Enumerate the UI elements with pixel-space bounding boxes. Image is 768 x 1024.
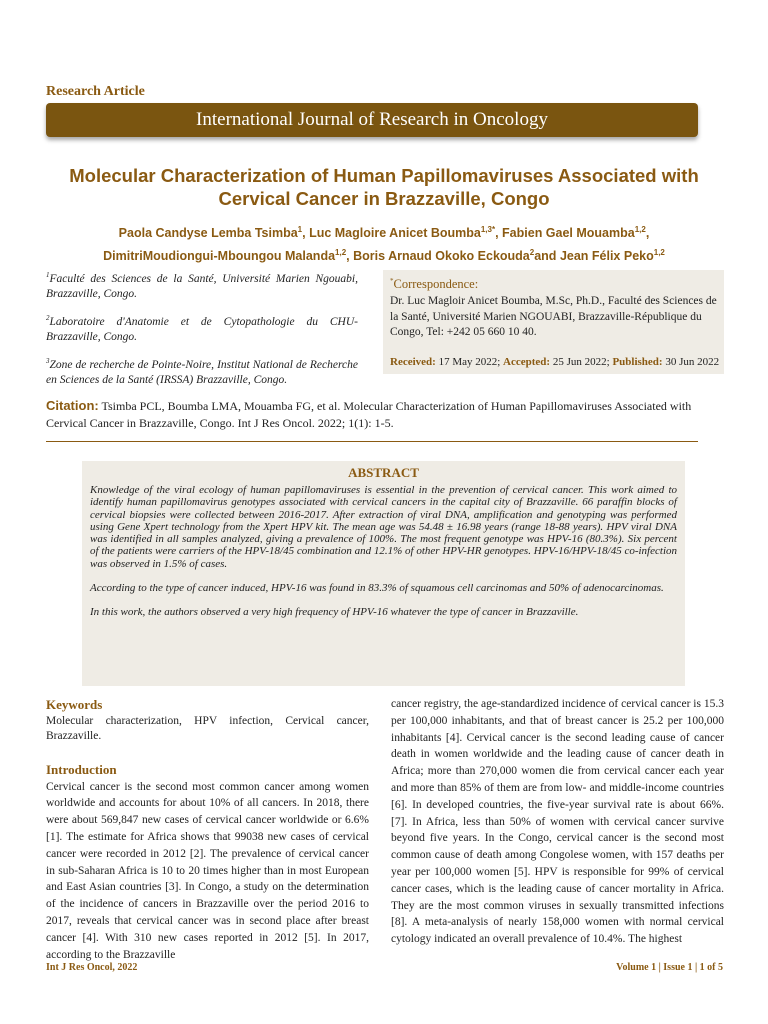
citation-label: Citation: <box>46 398 99 413</box>
author-affil-sup: 1 <box>297 225 303 234</box>
received-date: 17 May 2022; <box>438 356 501 368</box>
author-name: Boris Arnaud Okoko Eckouda <box>353 249 530 264</box>
left-column <box>46 697 369 963</box>
footer-journal-year: Int J Res Oncol, 2022 <box>46 962 138 973</box>
author-list: Paola Candyse Lemba Tsimba$^1$, Luc Magloire Anicet Boumba$^{1,3*}$, Fabien Gael Mouamba$^{1,2}$, DimitriMoudiongui-Mboungou Malanda$^{1,2}$, Boris Arnaud Okoko Eckouda$^2$and Jean Félix Peko$^{1,2}$ <box>103 225 665 264</box>
author-affil-sup: 2 <box>529 248 535 258</box>
published-date: 30 Jun 2022 <box>665 356 720 368</box>
paper-title <box>40 164 728 210</box>
correspondence-heading: *Correspondence: <box>390 277 479 292</box>
affiliation-1: $^1$Faculté des Sciences de la Santé, Université Marien Ngouabi, Brazzaville, Congo. <box>46 271 358 300</box>
introduction-right-text: cancer registry, the age-standardized incidence of cervical cancer is 15.3 per 100,000 inhabitants, and that of breast cancer is 25.2 per 100,000 inhabitants [4]. Cervical cancer is the second leading cause of cancer death in women worldwide and the leading cause of cancer death in Africa; more than 270,000 women die from cervical cancer each year and more than 85% of them are from low- and middle-income countries [6]. In developed countries, the five-year survival rate is about 66%. [7]. In Africa, less than 50% of women with cervical cancer survive beyond five years. In the Congo, cervical cancer is the second most common cause of death among Congolese women, with 157 deaths per year per 100,000 women [5]. HPV is responsible for 99% of cervical cancer cases, which is the leading cause of cancer mortality in Africa. They are the most common viruses in sexually transmitted infections [8]. A meta-analysis of nearly 158,000 women with normal cervical cytology indicated an overall prevalence of 10.4%. The highest <box>391 698 724 946</box>
published-label: Published: <box>612 356 663 368</box>
abstract-paragraph-1: Knowledge of the viral ecology of human papillomaviruses is essential in the prevention of cervical cancer. This work aimed to identify human papillomavirus genotypes associated with cervical cancers in the capital city of Brazzaville. 66 paraffin blocks of cervical biopsies were collected between 2016-2017. After extraction of viral DNA, amplification and genotyping was performed using Gene Xpert technology from the Xpert HPV kit. The mean age was 54.48 ± 16.98 years (range 18-88 years). HPV viral DNA was identified in all samples analyzed, giving a prevalence of 100%. The most frequent genotype was HPV-16 (80.3%). Six percent of the patients were carriers of the HPV-18/45 combination and 12.1% of other HPV-HR genotypes. HPV-16/HPV-18/45 co-infection was observed in 1.5% of cases. <box>90 484 677 570</box>
accepted-label: Accepted: <box>503 356 551 368</box>
footer-volume-page: Volume 1 | Issue 1 | 1 of 5 <box>616 962 723 973</box>
author-affil-sup: 1,2 <box>634 225 646 234</box>
right-column <box>391 696 724 948</box>
article-dates <box>390 356 719 368</box>
affiliation-3: $^3$Zone de recherche de Pointe-Noire, Institut National de Recherche en Sciences de la Santé (IRSSA) Brazzaville, Congo. <box>46 357 358 386</box>
correspondence-text: Dr. Luc Magloir Anicet Boumba, M.Sc, Ph.D., Faculté des Sciences de la Santé, Université Marien NGOUABI, Brazzaville-République du Congo, Tel: +242 05 660 10 40. <box>390 295 717 339</box>
journal-name: International Journal of Research in Oncology <box>196 109 548 130</box>
keywords-text: Molecular characterization, HPV infection, Cervical cancer, Brazzaville. <box>46 714 369 742</box>
citation <box>46 397 726 432</box>
author-affil-sup: 1,2 <box>335 248 347 258</box>
author-name: Luc Magloire Anicet Boumba <box>309 226 481 241</box>
author-name: Fabien Gael Mouamba <box>502 226 635 241</box>
abstract-paragraph-3: In this work, the authors observed a very high frequency of HPV-16 whatever the type of cancer in Brazzaville. <box>90 606 579 619</box>
journal-banner <box>46 103 698 137</box>
author-affil-sup: 1,2 <box>653 248 665 258</box>
received-label: Received: <box>390 356 436 368</box>
divider-rule <box>46 441 698 442</box>
title-line-2: Cervical Cancer in Brazzaville, Congo <box>218 188 550 209</box>
abstract-heading: ABSTRACT <box>348 465 419 480</box>
author-name: DimitriMoudiongui-Mboungou Malanda <box>103 249 336 264</box>
introduction-left-text: Cervical cancer is the second most common cancer among women worldwide and accounts for about 10% of all cancers. In 2018, there were about 569,847 new cases of cervical cancer worldwide or 6.6% [1]. The estimate for Africa shows that 99038 new cases of cervical cancer were recorded in 2012 [2]. The prevalence of cervical cancer in sub-Saharan Africa is 10 to 20 times higher than in most European and East Asian countries [3]. In Congo, a study on the determination of the incidence of cancers in Brazzaville over the period 2016 to 2017, reveals that cervical cancer was in second place after breast cancer [4]. With 310 new cases reported in 2012 [5]. In 2017, according to the Brazzaville <box>46 780 369 961</box>
author-affil-sup: 1,3* <box>480 225 496 234</box>
title-line-1: Molecular Characterization of Human Papillomaviruses Associated with <box>69 165 699 186</box>
article-type: Research Article <box>46 84 145 99</box>
abstract-paragraph-2: According to the type of cancer induced, HPV-16 was found in 83.3% of squamous cell carcinomas and 50% of adenocarcinomas. <box>90 582 664 595</box>
author-name: Jean Félix Peko <box>559 249 654 264</box>
affiliation-2: $^2$Laboratoire d'Anatomie et de Cytopathologie du CHU-Brazzaville, Congo. <box>46 314 358 343</box>
abstract-box <box>82 461 685 686</box>
citation-text: Tsimba PCL, Boumba LMA, Mouamba FG, et al. Molecular Characterization of Human Papillomaviruses Associated with Cervical Cancer in Brazzaville, Congo. Int J Res Oncol. 2022; 1(1): 1-5. <box>46 399 692 430</box>
introduction-heading: Introduction <box>46 761 117 777</box>
author-name: Paola Candyse Lemba Tsimba <box>118 226 298 241</box>
accepted-date: 25 Jun 2022; <box>552 356 610 368</box>
keywords-heading: Keywords <box>46 697 103 712</box>
author-and: and <box>534 249 557 264</box>
correspondence-box <box>383 270 724 374</box>
